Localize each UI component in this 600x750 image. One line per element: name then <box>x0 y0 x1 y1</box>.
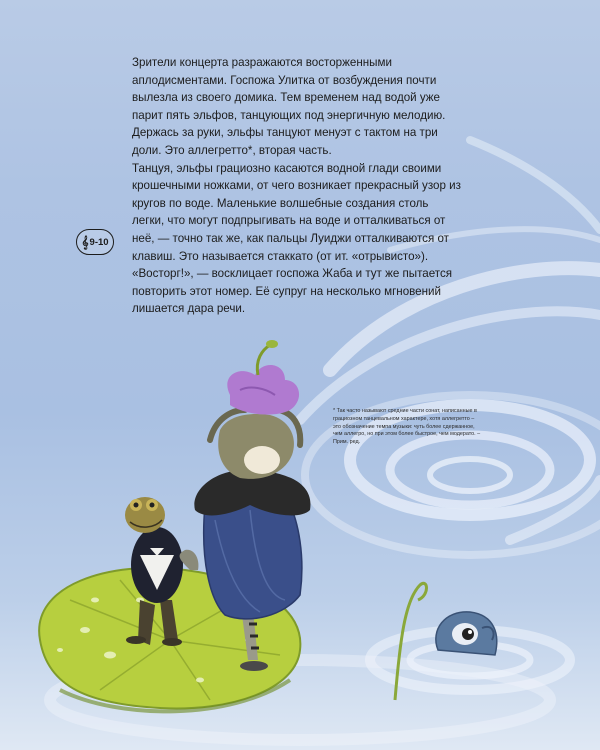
audio-track-marker <box>76 229 114 255</box>
paragraph-2: Танцуя, эльфы грациозно касаются водной глади своими крошечными ножками, от чего возникает прекрасный узор из кругов по воде. Маленькие волшебные создания столь легки, что могут подпрыгивать на воде и отталкиваться от неё, — точно так же, как пальцы Луиджи отталкиваются от клавиш. Это называется стаккато (от ит. «отрывисто»). <box>132 161 461 263</box>
paragraph-1: Зрители концерта разражаются восторженными аплодисментами. Госпожа Улитка от возбуждения почти вылезла из своего домика. Тем временем над водой уже парит пять эльфов, танцующих под энергичную мелодию. Держась за руки, эльфы танцуют менуэт с тактом на три доли. Это аллегретто*, вторая часть. <box>132 56 446 157</box>
paragraph-3: «Восторг!», — восклицает госпожа Жаба и тут же пытается повторить этот номер. Её супруг на несколько мгновений лишается дара речи. <box>132 267 453 316</box>
main-text <box>132 54 462 318</box>
footnote: * Так часто называют средние части сонат, написанные в грациозном танцевальном характере, хотя аллегретто – это обозначение темпа музыки: чуть более сдержанное, чем аллегро, но при этом более быстрое, чем модерато. – Прим. ред. <box>333 408 481 446</box>
track-number-label: 9-10 <box>89 236 109 248</box>
fish <box>436 612 497 655</box>
treble-clef-icon: 𝄞 <box>81 234 89 249</box>
